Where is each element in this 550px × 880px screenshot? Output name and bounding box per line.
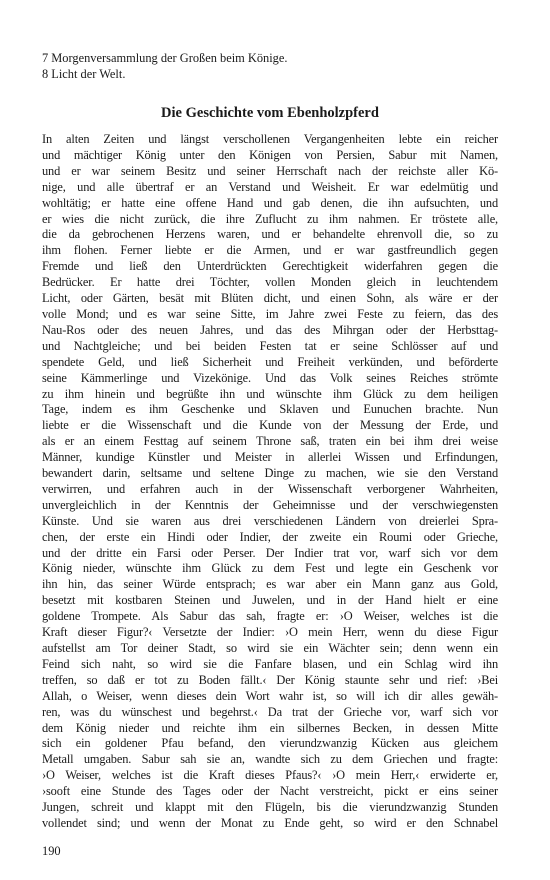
footnote-8: 8 Licht der Welt. <box>42 67 126 81</box>
text-line: Metall umgaben. Sabur sah sie an, wandte sich zu dem Griechen und fragte: <box>42 752 498 767</box>
text-line: und er war seinem Besitz und seiner Herrschaft nach der reichste aller Kö- <box>42 163 498 178</box>
text-line: Bedrücker. Er hatte drei Töchter, vollen Monden gleich in leuchtendem <box>42 275 498 290</box>
text-line: verwirren, und erfahren auch in der Wissenschaft verborgener Wahrheiten, <box>42 481 498 496</box>
text-line: chen, der erste ein Hindi oder Indier, der zweite ein Roumi oder Grieche, <box>42 529 498 544</box>
text-line: unvergleichlich in der Kenntnis der Geheimnisse und der verschwiegensten <box>42 497 498 512</box>
text-line: König nieder, wünschte ihm Glück zu dem Fest und legte ein Geschenk vor <box>42 561 498 576</box>
text-line: goldene Trompete. Als Sabur das sah, fragte er: ›O Weiser, welches ist die <box>42 609 498 624</box>
text-line: und mächtiger König unter den Königen von Persien, Sabur mit Namen, <box>42 147 498 162</box>
footnotes <box>42 50 498 82</box>
text-line: Männer, kundige Künstler und Meister in allerlei Wissen und Erfindungen, <box>42 450 498 465</box>
text-line: In alten Zeiten und längst verschollenen Vergangenheiten lebte ein reicher <box>42 132 498 146</box>
text-line: treffen, so daß er tot zu Boden fällt.‹ Der König staunte sehr und rief: ›Bei <box>42 672 498 687</box>
text-line: zu ihm hinein und begrüßte ihn und wünschte ihm Glück zu dem heiligen <box>42 386 498 401</box>
text-line: liebte er die Wissenschaft und die Kunde von der Messung der Erde, und <box>42 418 498 433</box>
text-line: ›O Weiser, welches ist die Kraft dieses Pfaus?‹ ›O mein Herr,‹ erwiderte er, <box>42 768 498 783</box>
text-line: Feind sich naht, so wird sie die Fanfare blasen, und ein Schlag wird ihn <box>42 656 498 671</box>
text-line: Allah, o Weiser, wenn dieses dein Wort wahr ist, so will ich dir alles gewäh- <box>42 688 498 703</box>
chapter-title: Die Geschichte vom Ebenholzpferd <box>161 105 379 121</box>
text-line: wohltätig; er hatte eine offene Hand und gab denen, die ihn aufsuchten, und <box>42 195 498 210</box>
text-line: Kraft dieser Figur?‹ Versetzte der Indier: ›O mein Herr, wenn du diese Figur <box>42 625 498 640</box>
footnote-7: 7 Morgenversammlung der Großen beim Könige. <box>42 51 288 65</box>
text-line: und Nachtgleiche; und bei beiden Festen tat er seine Schlösser auf und <box>42 338 498 353</box>
text-line: ihn hin, das seiner Würde entsprach; es war aber ein Mann ganz aus Gold, <box>42 577 498 592</box>
text-line: Jungen, schreit und klappt mit den Flügeln, bis die vierundzwanzig Stunden <box>42 800 498 815</box>
text-line: dem König nieder und reichte ihm ein silbernes Becken, in dessen Mitte <box>42 720 498 735</box>
text-line: besetzt mit kostbaren Steinen und Juwelen, und in der Hand hielt er eine <box>42 593 498 608</box>
text-line: vollendet sind; und wenn der Monat zu Ende geht, so wird er den Schnabel <box>42 815 498 830</box>
text-line: Fremde und ließ den Unterdrückten Gerechtigkeit widerfahren gegen die <box>42 259 498 274</box>
text-line: spendete Geld, und ließ Sicherheit und Freiheit verkünden, und beförderte <box>42 354 498 369</box>
page-number: 190 <box>42 844 61 858</box>
text-line: Tage, indem es ihm Geschenke und Sklaven und Eunuchen brachte. Nun <box>42 402 498 417</box>
text-line: Licht, oder Gärten, besät mit Blüten dicht, und einen Sohn, als wäre er der <box>42 291 498 306</box>
text-line: Künste. Und sie waren aus drei verschiedenen Ländern von dreierlei Spra- <box>42 513 498 528</box>
text-line: ihm flohen. Ferner liebte er die Armen, und er war gastfreundlich gegen <box>42 243 498 258</box>
text-line: Nau-Ros oder des neuen Jahres, und das des Mihrgan oder der Herbsttag- <box>42 322 498 337</box>
body-text <box>42 132 498 832</box>
text-line: volle Mond; und es war seine Sitte, im Jahre zwei Feste zu feiern, das des <box>42 306 498 321</box>
text-line: er wies die nicht zurück, die ihre Zuflucht zu ihm nahmen. Er tröstete alle, <box>42 211 498 226</box>
text-line: bewandert darin, seltsame und seltene Dinge zu machen, wie sie den Verstand <box>42 466 498 481</box>
text-line: ren, was du wünschest und begehrst.‹ Da trat der Grieche vor, warf sich vor <box>42 704 498 719</box>
book-page <box>42 50 498 832</box>
text-line: seine Kämmerlinge und Vizekönige. Und das Volk seines Reiches strömte <box>42 370 498 385</box>
text-line: sich ein goldener Pfau befand, den vierundzwanzig Kücken aus gleichem <box>42 736 498 751</box>
text-line: und der dritte ein Farsi oder Perser. Der Indier trat vor, warf sich vor dem <box>42 545 498 560</box>
text-line: aufstellst am Tor deiner Stadt, so wird sie ein Wächter sein; denn wenn ein <box>42 641 498 655</box>
text-line: nige, und alle übertraf er an Verstand und Weisheit. Er war edelmütig und <box>42 179 498 194</box>
text-line: als er an einem Festtag auf seinem Throne saß, traten ein bei ihm drei weise <box>42 434 498 449</box>
text-line: ›sooft eine Stunde des Tages oder der Nacht verstreicht, pickt er eins seiner <box>42 784 498 799</box>
text-line: die da gebrochenen Herzens waren, und er behandelte ehrenvoll die, so zu <box>42 227 498 242</box>
